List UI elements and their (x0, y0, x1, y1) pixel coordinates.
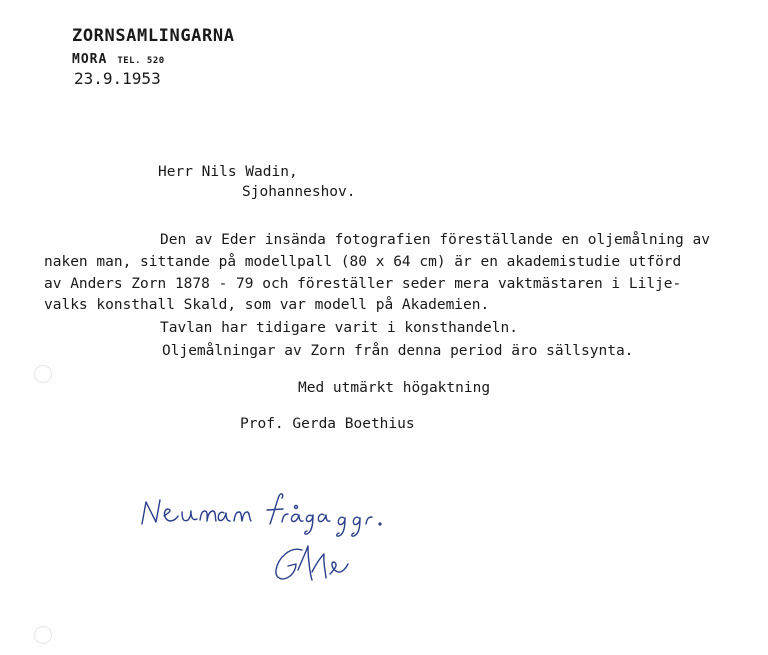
punch-hole (34, 365, 52, 383)
letterhead-organization: ZORNSAMLINGARNA (72, 26, 235, 46)
body-line: valks konsthall Skald, som var modell på Akademien. (44, 297, 490, 313)
letterhead-city: MORA (72, 52, 108, 67)
signer-name: Prof. Gerda Boethius (240, 416, 415, 432)
body-line: Den av Eder insända fotografien föreställande en oljemålning av (160, 232, 710, 248)
letterhead-city-line (72, 52, 165, 67)
closing-phrase: Med utmärkt högaktning (298, 380, 491, 396)
letterhead-telephone: TEL. 520 (117, 56, 165, 66)
body-line: Oljemålningar av Zorn från denna period äro sällsynta. (162, 343, 634, 359)
body-line: av Anders Zorn 1878 - 79 och föreställer seder mera vaktmästaren i Lilje- (44, 276, 682, 292)
body-line: Tavlan har tidigare varit i konsthandeln. (160, 320, 518, 336)
punch-hole (34, 626, 52, 644)
recipient-name: Herr Nils Wadin, (158, 164, 298, 180)
recipient-address: Sjohanneshov. (242, 184, 356, 200)
letter-date: 23.9.1953 (74, 69, 161, 88)
handwritten-note-signature (130, 488, 420, 598)
body-line: naken man, sittande på modellpall (80 x 64 cm) är en akademistudie utförd (44, 254, 682, 270)
